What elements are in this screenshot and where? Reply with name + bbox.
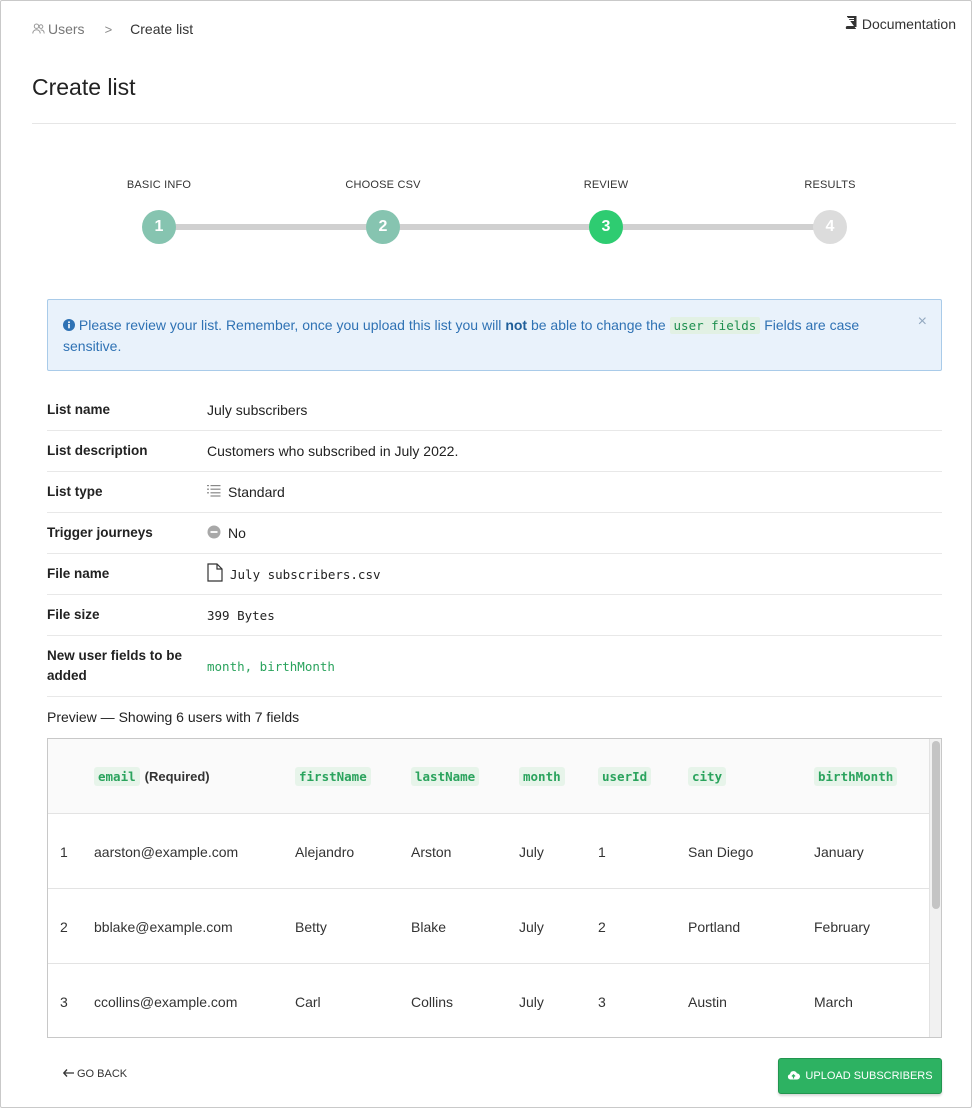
cell-lastname: Arston	[411, 843, 452, 860]
table-scrollbar[interactable]	[929, 739, 941, 1037]
detail-row-file-name	[47, 554, 942, 595]
documentation-link[interactable]	[845, 16, 956, 32]
cell-firstname: Betty	[295, 918, 327, 935]
cell-birthmonth: February	[814, 918, 871, 935]
detail-label: Trigger journeys	[47, 525, 153, 540]
file-icon	[207, 563, 223, 585]
row-index: 2	[60, 918, 68, 935]
step-choose-csv	[323, 176, 443, 244]
chevron-right-icon: >	[104, 21, 113, 37]
cell-city: Austin	[688, 993, 727, 1010]
detail-row-list-description	[47, 431, 942, 472]
cell-lastname: Blake	[411, 918, 447, 935]
info-circle-icon	[63, 316, 75, 336]
column-header-firstname	[295, 739, 371, 814]
cell-birthmonth: March	[814, 993, 853, 1010]
column-name: birthMonth	[814, 767, 897, 786]
detail-row-trigger-journeys	[47, 513, 942, 554]
step-label: RESULTS	[804, 179, 856, 191]
title-divider	[32, 123, 956, 124]
go-back-button[interactable]	[63, 1068, 127, 1080]
detail-row-list-type	[47, 472, 942, 513]
table-row	[48, 814, 929, 889]
detail-label: File size	[47, 607, 100, 622]
cell-lastname: Collins	[411, 993, 454, 1010]
arrow-left-icon	[63, 1068, 74, 1080]
info-alert	[47, 299, 942, 371]
breadcrumb	[32, 21, 193, 37]
cell-userid: 1	[598, 843, 606, 860]
close-icon[interactable]: ×	[917, 313, 927, 330]
cell-firstname: Alejandro	[295, 843, 355, 860]
alert-text-middle: be able to change the	[527, 317, 670, 333]
cell-firstname: Carl	[295, 993, 321, 1010]
book-icon	[845, 16, 857, 32]
step-label: REVIEW	[583, 179, 629, 191]
column-name: email	[94, 767, 140, 786]
row-index: 1	[60, 843, 68, 860]
cell-month: July	[519, 918, 544, 935]
upload-subscribers-button[interactable]	[778, 1058, 942, 1094]
alert-text-after: Fields are case sensitive.	[63, 317, 860, 354]
detail-label: List description	[47, 443, 148, 458]
breadcrumb-users-label: Users	[48, 21, 85, 37]
page-title: Create list	[32, 74, 136, 100]
column-name: month	[519, 767, 565, 786]
preview-table[interactable]	[47, 738, 942, 1038]
step-review	[546, 176, 666, 244]
cell-month: July	[519, 993, 544, 1010]
minus-circle-icon	[207, 525, 221, 542]
column-header-lastname	[411, 739, 479, 814]
trigger-value: No	[228, 525, 246, 541]
detail-value	[207, 525, 246, 542]
column-name: lastName	[411, 767, 479, 786]
cell-city: Portland	[688, 918, 741, 935]
list-details	[47, 390, 942, 697]
detail-value	[207, 484, 285, 500]
cell-email: ccollins@example.com	[94, 993, 238, 1010]
alert-code: user fields	[670, 317, 761, 334]
go-back-label: GO BACK	[77, 1068, 128, 1080]
detail-row-new-fields	[47, 636, 942, 697]
step-label: BASIC INFO	[126, 179, 192, 191]
column-name: firstName	[295, 767, 371, 786]
cell-city: San Diego	[688, 843, 754, 860]
table-header-row	[48, 739, 929, 814]
cloud-upload-icon	[787, 1070, 800, 1083]
step-circle: 3	[589, 210, 623, 244]
cell-userid: 2	[598, 918, 606, 935]
list-type-value: Standard	[228, 484, 285, 500]
preview-caption: Preview — Showing 6 users with 7 fields	[47, 709, 300, 725]
step-results	[770, 176, 890, 244]
column-header-email	[94, 739, 210, 814]
detail-label: New user fields to be added	[47, 648, 183, 683]
breadcrumb-users-link[interactable]	[32, 21, 85, 37]
column-header-userid	[598, 739, 651, 814]
alert-bold-not: not	[505, 317, 528, 333]
detail-value: July subscribers	[207, 402, 308, 418]
file-name-value: July subscribers.csv	[230, 566, 381, 582]
row-index: 3	[60, 993, 68, 1010]
detail-label: List name	[47, 402, 111, 417]
upload-label: UPLOAD SUBSCRIBERS	[805, 1070, 933, 1082]
column-header-birthmonth	[814, 739, 897, 814]
cell-birthmonth: January	[814, 843, 864, 860]
detail-value	[207, 563, 381, 585]
step-circle: 2	[366, 210, 400, 244]
detail-row-list-name	[47, 390, 942, 431]
table-row	[48, 889, 929, 964]
cell-month: July	[519, 843, 544, 860]
list-icon	[207, 484, 221, 500]
step-circle: 4	[813, 210, 847, 244]
detail-value: 399 Bytes	[207, 607, 275, 623]
alert-text-before: Please review your list. Remember, once you upload this list you will	[78, 317, 506, 333]
progress-stepper	[47, 176, 942, 256]
column-header-month	[519, 739, 565, 814]
breadcrumb-current: Create list	[130, 21, 194, 37]
detail-row-file-size	[47, 595, 942, 636]
required-label: (Required)	[144, 769, 210, 784]
column-name: city	[688, 767, 726, 786]
detail-label: List type	[47, 484, 103, 499]
step-label: CHOOSE CSV	[345, 179, 421, 191]
detail-label: File name	[47, 566, 110, 581]
cell-userid: 3	[598, 993, 606, 1010]
cell-email: bblake@example.com	[94, 918, 233, 935]
users-icon	[32, 21, 45, 37]
detail-value: Customers who subscribed in July 2022.	[207, 443, 459, 459]
column-header-city	[688, 739, 726, 814]
step-basic-info	[99, 176, 219, 244]
table-row	[48, 964, 929, 1038]
documentation-label: Documentation	[861, 16, 956, 32]
detail-value: month, birthMonth	[207, 658, 335, 674]
column-name: userId	[598, 767, 651, 786]
scrollbar-thumb[interactable]	[932, 741, 940, 909]
step-circle: 1	[142, 210, 176, 244]
cell-email: aarston@example.com	[94, 843, 239, 860]
